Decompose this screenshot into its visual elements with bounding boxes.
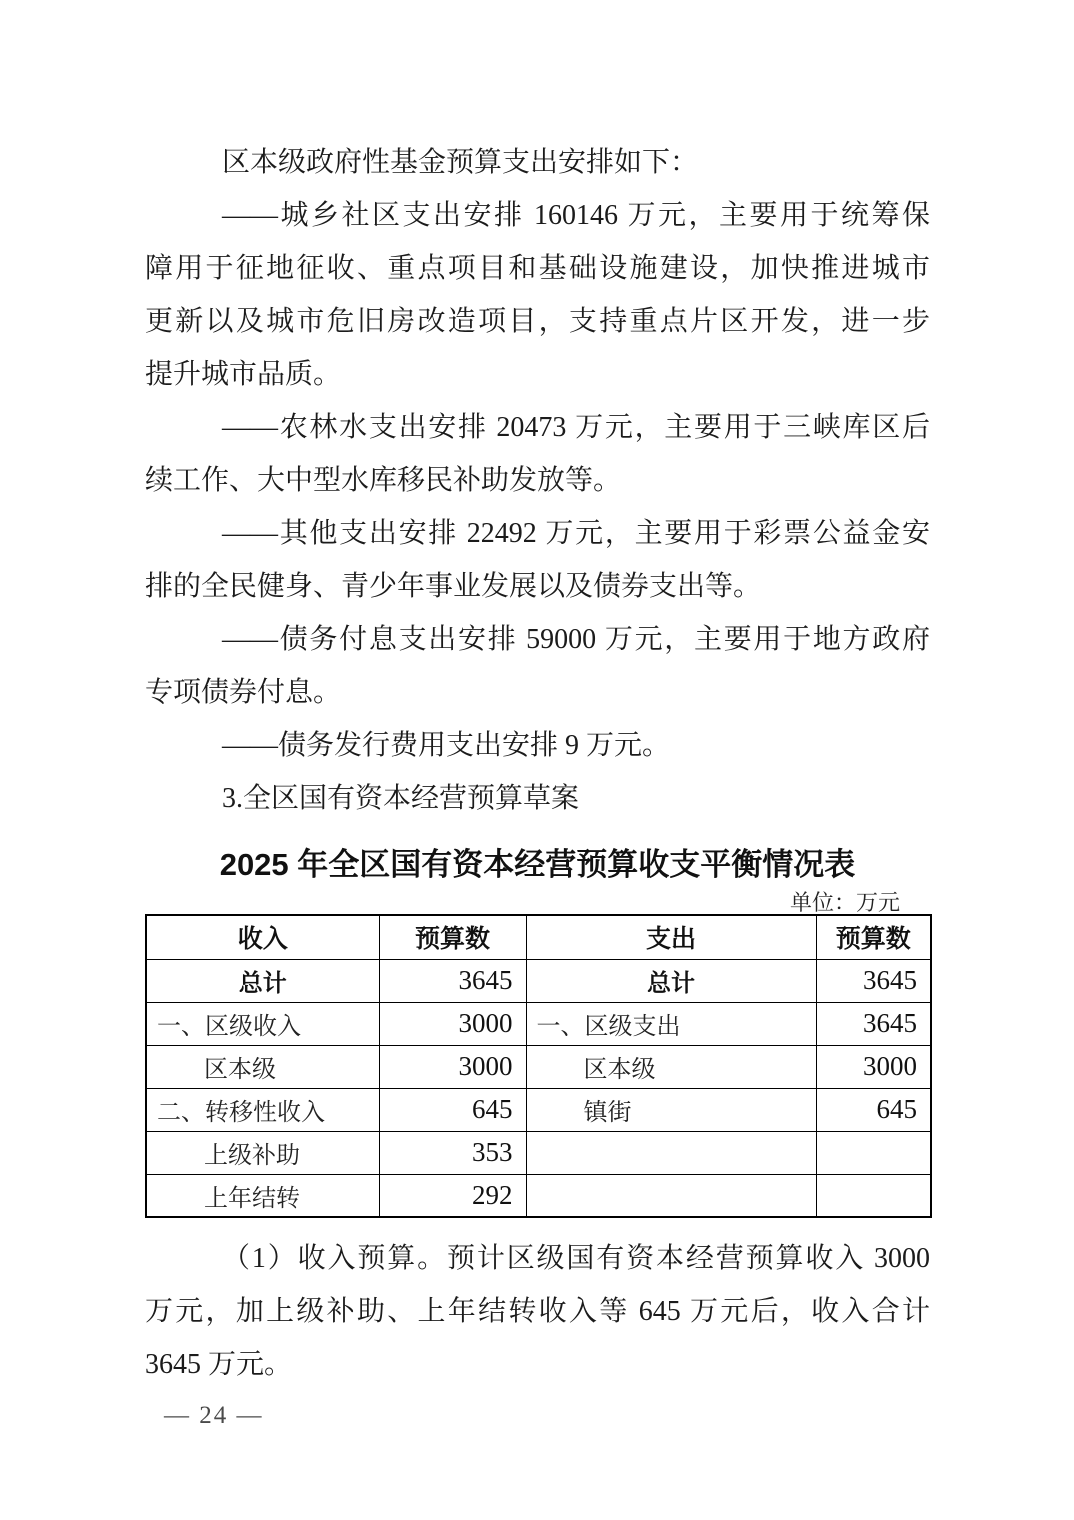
cell-expense-budget: [816, 1131, 931, 1174]
body-line: （1）收入预算。预计区级国有资本经营预算收入 3000: [222, 1243, 930, 1274]
cell-income-label: 上年结转: [146, 1174, 379, 1217]
column-header-income-budget: 预算数: [379, 915, 526, 959]
body-line: 区本级政府性基金预算支出安排如下：: [222, 147, 699, 178]
cell-income-label: 区本级: [146, 1045, 379, 1088]
cell-expense-label: 区本级: [526, 1045, 816, 1088]
cell-income-budget: 3645: [379, 959, 526, 1002]
body-line: 专项债券付息。: [145, 677, 342, 708]
cell-income-budget: 3000: [379, 1002, 526, 1045]
table-row: [146, 1088, 931, 1131]
table-row: [146, 1131, 931, 1174]
body-line: ——城乡社区支出安排 160146 万元，主要用于统筹保: [222, 200, 930, 231]
column-header-expense-budget: 预算数: [816, 915, 931, 959]
cell-income-label: 二、转移性收入: [146, 1088, 379, 1131]
body-line: ——债务付息支出安排 59000 万元，主要用于地方政府: [222, 624, 930, 655]
cell-expense-label: [526, 1174, 816, 1217]
table-header-row: [146, 915, 931, 959]
cell-expense-budget: 645: [816, 1088, 931, 1131]
column-header-income: 收入: [146, 915, 379, 959]
cell-income-label: 上级补助: [146, 1131, 379, 1174]
page-number: — 24 —: [164, 1402, 264, 1429]
page-content: [145, 0, 930, 1429]
section-heading: 3.全区国有资本经营预算草案: [222, 783, 580, 814]
body-line: 提升城市品质。: [145, 359, 342, 390]
body-line: ——农林水支出安排 20473 万元，主要用于三峡库区后: [222, 412, 930, 443]
table-row: [146, 959, 931, 1002]
cell-expense-label: 镇街: [526, 1088, 816, 1131]
column-header-expense: 支出: [526, 915, 816, 959]
table-row: [146, 1045, 931, 1088]
unit-label: 单位：万元: [789, 890, 900, 915]
table-title: 2025 年全区国有资本经营预算收支平衡情况表: [219, 847, 856, 882]
cell-income-budget: 3000: [379, 1045, 526, 1088]
cell-expense-label: 总计: [526, 959, 816, 1002]
cell-income-budget: 645: [379, 1088, 526, 1131]
body-line: 3645 万元。: [145, 1349, 293, 1380]
body-line: 续工作、大中型水库移民补助发放等。: [145, 465, 622, 496]
body-line: ——债务发行费用支出安排 9 万元。: [222, 730, 671, 761]
cell-expense-label: [526, 1131, 816, 1174]
cell-expense-budget: 3645: [816, 1002, 931, 1045]
cell-expense-budget: 3645: [816, 959, 931, 1002]
cell-expense-label: 一、区级支出: [526, 1002, 816, 1045]
body-line: 更新以及城市危旧房改造项目，支持重点片区开发，进一步: [145, 306, 930, 337]
cell-income-label: 一、区级收入: [146, 1002, 379, 1045]
body-line: 排的全民健身、青少年事业发展以及债券支出等。: [145, 571, 762, 602]
body-line: ——其他支出安排 22492 万元，主要用于彩票公益金安: [222, 518, 930, 549]
budget-balance-table: [145, 914, 932, 1218]
cell-income-label: 总计: [146, 959, 379, 1002]
cell-income-budget: 292: [379, 1174, 526, 1217]
table-row: [146, 1174, 931, 1217]
closing-paragraph: [145, 1232, 930, 1391]
table-row: [146, 1002, 931, 1045]
body-line: 障用于征地征收、重点项目和基础设施建设，加快推进城市: [145, 253, 930, 284]
cell-expense-budget: [816, 1174, 931, 1217]
cell-income-budget: 353: [379, 1131, 526, 1174]
body-line: 万元，加上级补助、上年结转收入等 645 万元后，收入合计: [145, 1296, 930, 1327]
cell-expense-budget: 3000: [816, 1045, 931, 1088]
